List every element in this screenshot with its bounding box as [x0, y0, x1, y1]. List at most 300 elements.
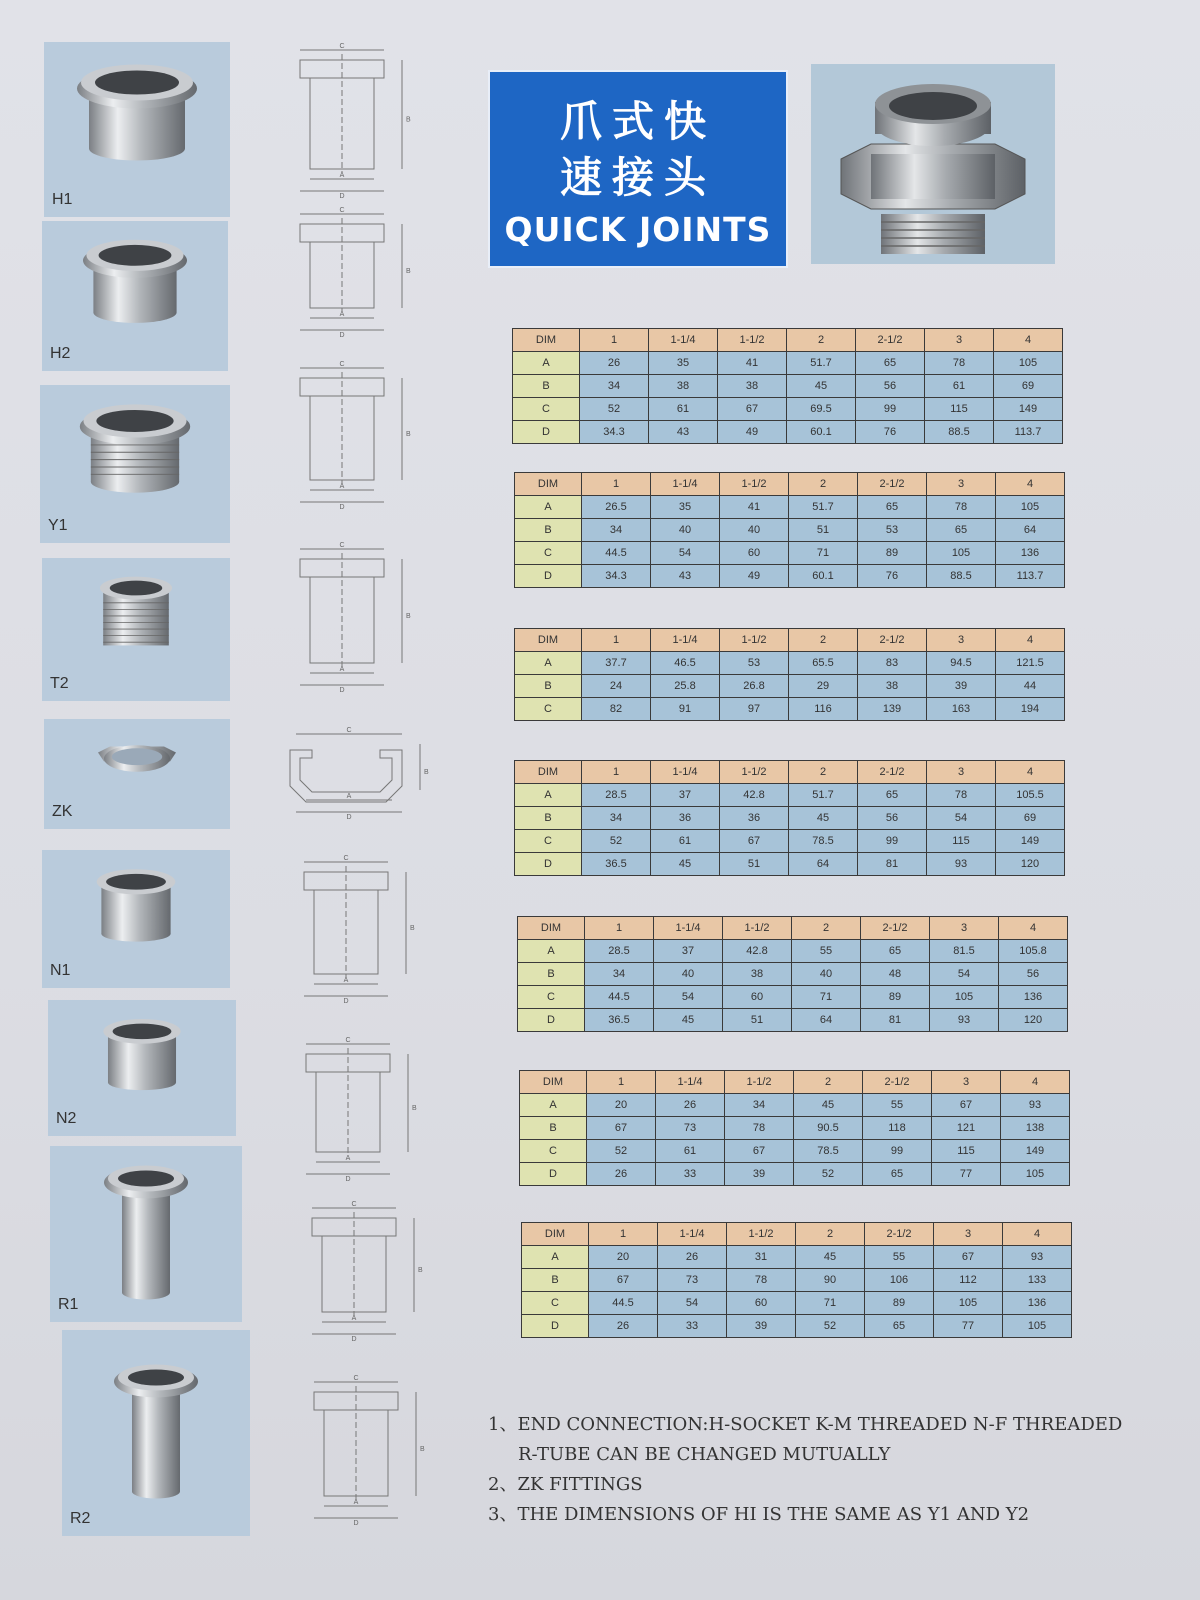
dim-label-b: B [406, 431, 411, 438]
value-cell: 120 [999, 1009, 1068, 1032]
value-cell: 194 [996, 698, 1065, 721]
value-cell: 105.8 [999, 940, 1068, 963]
header-cell: 1-1/4 [654, 917, 723, 940]
header-cell: 2-1/2 [865, 1223, 934, 1246]
value-cell: 54 [658, 1292, 727, 1315]
value-cell: 67 [725, 1140, 794, 1163]
title-english: QUICK JOINTS [504, 210, 772, 249]
dim-label-b: B [410, 925, 415, 932]
row-label-cell: C [518, 986, 585, 1009]
value-cell: 20 [589, 1246, 658, 1269]
value-cell: 71 [796, 1292, 865, 1315]
table-header-row [520, 1071, 1070, 1094]
value-cell: 76 [856, 421, 925, 444]
header-cell: 1-1/4 [651, 473, 720, 496]
value-cell: 38 [649, 375, 718, 398]
product-photo-n1 [42, 850, 230, 988]
header-cell: 1 [587, 1071, 656, 1094]
value-cell: 52 [582, 830, 651, 853]
header-cell: 3 [932, 1071, 1001, 1094]
header-cell: 2 [796, 1223, 865, 1246]
coupling-image [74, 226, 195, 360]
value-cell: 113.7 [994, 421, 1063, 444]
value-cell: 136 [999, 986, 1068, 1009]
value-cell: 39 [725, 1163, 794, 1186]
table-row [522, 1315, 1072, 1338]
table-header-row [515, 473, 1065, 496]
header-cell: 2-1/2 [858, 473, 927, 496]
value-cell: 26 [589, 1315, 658, 1338]
dim-label-b: B [406, 613, 411, 620]
value-cell: 105 [996, 496, 1065, 519]
value-cell: 90.5 [794, 1117, 863, 1140]
dimension-table-1 [512, 328, 1063, 444]
value-cell: 83 [858, 652, 927, 675]
header-cell: 2 [794, 1071, 863, 1094]
product-label: R1 [58, 1296, 79, 1313]
header-cell: 2 [787, 329, 856, 352]
value-cell: 61 [651, 830, 720, 853]
header-cell: 4 [1003, 1223, 1072, 1246]
table-header-row [518, 917, 1068, 940]
value-cell: 73 [658, 1269, 727, 1292]
header-cell: DIM [518, 917, 585, 940]
value-cell: 113.7 [996, 565, 1065, 588]
row-label-cell: B [515, 807, 582, 830]
value-cell: 120 [996, 853, 1065, 876]
value-cell: 28.5 [585, 940, 654, 963]
drawing-y1 [286, 362, 410, 510]
value-cell: 69 [994, 375, 1063, 398]
table-row [515, 496, 1065, 519]
value-cell: 26.5 [582, 496, 651, 519]
coupling-image [88, 1005, 196, 1125]
dim-label-c: C [353, 1375, 359, 1382]
coupling-image [79, 563, 194, 690]
value-cell: 46.5 [651, 652, 720, 675]
value-cell: 44.5 [582, 542, 651, 565]
row-label-cell: B [513, 375, 580, 398]
header-cell: 4 [996, 761, 1065, 784]
value-cell: 64 [789, 853, 858, 876]
value-cell: 94.5 [927, 652, 996, 675]
value-cell: 43 [651, 565, 720, 588]
header-cell: 1-1/2 [718, 329, 787, 352]
dim-label-d: D [339, 687, 345, 694]
header-cell: 3 [925, 329, 994, 352]
header-cell: 2-1/2 [856, 329, 925, 352]
value-cell: 60.1 [787, 421, 856, 444]
header-cell: 4 [996, 629, 1065, 652]
header-cell: 2-1/2 [858, 761, 927, 784]
value-cell: 51 [723, 1009, 792, 1032]
row-label-cell: A [515, 496, 582, 519]
value-cell: 40 [792, 963, 861, 986]
row-label-cell: C [515, 542, 582, 565]
value-cell: 88.5 [925, 421, 994, 444]
row-label-cell: B [522, 1269, 589, 1292]
value-cell: 45 [654, 1009, 723, 1032]
table-row [518, 1009, 1068, 1032]
value-cell: 45 [794, 1094, 863, 1117]
table-row [515, 652, 1065, 675]
row-label-cell: D [518, 1009, 585, 1032]
header-cell: 4 [994, 329, 1063, 352]
header-cell: 4 [999, 917, 1068, 940]
value-cell: 136 [996, 542, 1065, 565]
value-cell: 53 [858, 519, 927, 542]
row-label-cell: C [513, 398, 580, 421]
value-cell: 31 [727, 1246, 796, 1269]
product-label: T2 [50, 675, 69, 692]
header-cell: 3 [927, 761, 996, 784]
table-row [515, 784, 1065, 807]
header-cell: 2 [789, 473, 858, 496]
coupling-image [81, 855, 191, 977]
value-cell: 45 [651, 853, 720, 876]
row-label-cell: A [522, 1246, 589, 1269]
value-cell: 51.7 [789, 496, 858, 519]
value-cell: 82 [582, 698, 651, 721]
row-label-cell: D [515, 565, 582, 588]
value-cell: 34.3 [582, 565, 651, 588]
value-cell: 35 [651, 496, 720, 519]
value-cell: 37 [654, 940, 723, 963]
drawing-r1 [298, 1202, 422, 1342]
dim-label-d: D [345, 1176, 351, 1183]
value-cell: 90 [796, 1269, 865, 1292]
product-photo-h1 [44, 42, 230, 217]
value-cell: 44.5 [585, 986, 654, 1009]
table-row [515, 807, 1065, 830]
coupling-image [86, 1351, 226, 1506]
value-cell: 42.8 [720, 784, 789, 807]
value-cell: 88.5 [927, 565, 996, 588]
row-label-cell: D [522, 1315, 589, 1338]
value-cell: 56 [856, 375, 925, 398]
value-cell: 34 [585, 963, 654, 986]
value-cell: 149 [1001, 1140, 1070, 1163]
value-cell: 138 [1001, 1117, 1070, 1140]
value-cell: 20 [587, 1094, 656, 1117]
value-cell: 43 [649, 421, 718, 444]
header-cell: DIM [513, 329, 580, 352]
value-cell: 121 [932, 1117, 1001, 1140]
note-3: 3、THE DIMENSIONS OF HI IS THE SAME AS Y1 AND Y2 [488, 1504, 1030, 1525]
product-label: N1 [50, 962, 71, 979]
value-cell: 67 [589, 1269, 658, 1292]
row-label-cell: B [515, 519, 582, 542]
value-cell: 78 [727, 1269, 796, 1292]
coupling-image [76, 1153, 216, 1308]
dimension-table-4 [514, 760, 1065, 876]
header-cell: 1 [582, 629, 651, 652]
row-label-cell: A [518, 940, 585, 963]
drawing-n1 [290, 856, 414, 1004]
row-label-cell: D [515, 853, 582, 876]
dim-label-b: B [406, 268, 411, 275]
value-cell: 71 [792, 986, 861, 1009]
value-cell: 33 [658, 1315, 727, 1338]
value-cell: 149 [996, 830, 1065, 853]
dim-label-a: A [339, 311, 345, 318]
product-photo-y1 [40, 385, 230, 543]
dim-label-a: A [339, 172, 345, 179]
product-photo-h2 [42, 221, 228, 371]
drawing-n2 [292, 1038, 416, 1182]
value-cell: 26 [580, 352, 649, 375]
dimension-table-2 [514, 472, 1065, 588]
value-cell: 77 [934, 1315, 1003, 1338]
header-cell: 1-1/2 [727, 1223, 796, 1246]
product-photo-r2 [62, 1330, 250, 1536]
value-cell: 56 [999, 963, 1068, 986]
table-row [518, 940, 1068, 963]
value-cell: 52 [794, 1163, 863, 1186]
value-cell: 40 [651, 519, 720, 542]
dimension-table-6 [519, 1070, 1070, 1186]
value-cell: 91 [651, 698, 720, 721]
coupling-image [811, 64, 1055, 264]
product-photo-zk [44, 719, 230, 829]
header-cell: 1 [589, 1223, 658, 1246]
table-row [520, 1117, 1070, 1140]
header-cell: 1-1/2 [720, 629, 789, 652]
drawing-h2 [286, 208, 410, 338]
value-cell: 36.5 [585, 1009, 654, 1032]
value-cell: 78.5 [789, 830, 858, 853]
header-cell: 1-1/2 [720, 473, 789, 496]
dim-label-b: B [424, 769, 429, 776]
value-cell: 69 [996, 807, 1065, 830]
value-cell: 34 [725, 1094, 794, 1117]
value-cell: 36 [651, 807, 720, 830]
header-cell: 1-1/4 [651, 761, 720, 784]
value-cell: 139 [858, 698, 927, 721]
value-cell: 34.3 [580, 421, 649, 444]
dim-label-b: B [420, 1446, 425, 1453]
value-cell: 38 [858, 675, 927, 698]
dim-label-b: B [418, 1267, 423, 1274]
product-label: ZK [52, 803, 73, 820]
dim-label-d: D [351, 1336, 357, 1343]
value-cell: 44.5 [589, 1292, 658, 1315]
dim-label-c: C [346, 727, 352, 734]
value-cell: 49 [718, 421, 787, 444]
row-label-cell: A [515, 652, 582, 675]
value-cell: 93 [1001, 1094, 1070, 1117]
header-cell: 2 [789, 761, 858, 784]
value-cell: 115 [925, 398, 994, 421]
drawing-r2 [300, 1376, 424, 1526]
value-cell: 37 [651, 784, 720, 807]
title-banner [488, 70, 788, 268]
value-cell: 65 [861, 940, 930, 963]
notes-section [488, 1410, 1122, 1530]
row-label-cell: C [520, 1140, 587, 1163]
value-cell: 136 [1003, 1292, 1072, 1315]
value-cell: 65 [863, 1163, 932, 1186]
value-cell: 45 [796, 1246, 865, 1269]
dim-label-c: C [351, 1201, 357, 1208]
value-cell: 54 [654, 986, 723, 1009]
value-cell: 81 [861, 1009, 930, 1032]
value-cell: 121.5 [996, 652, 1065, 675]
value-cell: 77 [932, 1163, 1001, 1186]
value-cell: 97 [720, 698, 789, 721]
value-cell: 99 [863, 1140, 932, 1163]
dim-label-d: D [346, 814, 352, 821]
value-cell: 105 [994, 352, 1063, 375]
value-cell: 89 [858, 542, 927, 565]
table-row [522, 1292, 1072, 1315]
value-cell: 93 [927, 853, 996, 876]
value-cell: 45 [787, 375, 856, 398]
dim-label-a: A [339, 483, 345, 490]
table-header-row [515, 629, 1065, 652]
table-header-row [522, 1223, 1072, 1246]
table-row [520, 1094, 1070, 1117]
dim-label-c: C [339, 43, 345, 50]
value-cell: 67 [932, 1094, 1001, 1117]
value-cell: 99 [858, 830, 927, 853]
table-row [513, 375, 1063, 398]
value-cell: 60 [720, 542, 789, 565]
coupling-image [67, 49, 207, 204]
value-cell: 34 [582, 807, 651, 830]
value-cell: 105 [1003, 1315, 1072, 1338]
row-label-cell: C [522, 1292, 589, 1315]
value-cell: 44 [996, 675, 1065, 698]
value-cell: 149 [994, 398, 1063, 421]
value-cell: 73 [656, 1117, 725, 1140]
dimension-table-7 [521, 1222, 1072, 1338]
note-1-continued: R-TUBE CAN BE CHANGED MUTUALLY [518, 1444, 891, 1465]
value-cell: 105 [930, 986, 999, 1009]
header-cell: 1-1/4 [651, 629, 720, 652]
value-cell: 29 [789, 675, 858, 698]
value-cell: 78 [925, 352, 994, 375]
value-cell: 65 [927, 519, 996, 542]
row-label-cell: A [515, 784, 582, 807]
drawing-h1 [286, 44, 410, 199]
value-cell: 25.8 [651, 675, 720, 698]
value-cell: 60 [727, 1292, 796, 1315]
value-cell: 105 [927, 542, 996, 565]
value-cell: 36.5 [582, 853, 651, 876]
value-cell: 39 [927, 675, 996, 698]
row-label-cell: D [513, 421, 580, 444]
value-cell: 78 [725, 1117, 794, 1140]
value-cell: 64 [792, 1009, 861, 1032]
value-cell: 34 [580, 375, 649, 398]
header-cell: DIM [522, 1223, 589, 1246]
table-row [518, 963, 1068, 986]
table-row [515, 675, 1065, 698]
header-cell: DIM [520, 1071, 587, 1094]
dim-label-a: A [351, 1315, 357, 1322]
table-row [515, 519, 1065, 542]
value-cell: 38 [718, 375, 787, 398]
value-cell: 51.7 [787, 352, 856, 375]
header-cell: 2 [792, 917, 861, 940]
value-cell: 53 [720, 652, 789, 675]
dim-label-d: D [343, 998, 349, 1005]
dimension-table-3 [514, 628, 1065, 721]
table-row [515, 853, 1065, 876]
table-row [515, 830, 1065, 853]
value-cell: 78 [927, 496, 996, 519]
table-row [518, 986, 1068, 1009]
value-cell: 48 [861, 963, 930, 986]
dim-label-a: A [346, 793, 352, 800]
value-cell: 64 [996, 519, 1065, 542]
value-cell: 89 [861, 986, 930, 1009]
product-photo-r1 [50, 1146, 242, 1322]
product-photo-n2 [48, 1000, 236, 1136]
header-cell: 1 [585, 917, 654, 940]
value-cell: 71 [789, 542, 858, 565]
value-cell: 115 [932, 1140, 1001, 1163]
table-row [515, 565, 1065, 588]
value-cell: 67 [934, 1246, 1003, 1269]
value-cell: 38 [723, 963, 792, 986]
product-label: H1 [52, 191, 73, 208]
value-cell: 89 [865, 1292, 934, 1315]
value-cell: 33 [656, 1163, 725, 1186]
dim-label-b: B [406, 116, 411, 124]
header-cell: 2 [789, 629, 858, 652]
value-cell: 49 [720, 565, 789, 588]
header-cell: 1-1/2 [720, 761, 789, 784]
value-cell: 65 [865, 1315, 934, 1338]
dim-label-d: D [353, 1520, 359, 1527]
table-row [520, 1140, 1070, 1163]
value-cell: 26 [656, 1094, 725, 1117]
table-row [513, 352, 1063, 375]
value-cell: 65.5 [789, 652, 858, 675]
value-cell: 55 [863, 1094, 932, 1117]
table-row [515, 542, 1065, 565]
value-cell: 65 [856, 352, 925, 375]
value-cell: 106 [865, 1269, 934, 1292]
value-cell: 69.5 [787, 398, 856, 421]
header-cell: 4 [996, 473, 1065, 496]
value-cell: 115 [927, 830, 996, 853]
value-cell: 28.5 [582, 784, 651, 807]
dim-label-c: C [345, 1037, 351, 1044]
value-cell: 52 [587, 1140, 656, 1163]
header-cell: DIM [515, 473, 582, 496]
value-cell: 76 [858, 565, 927, 588]
value-cell: 54 [927, 807, 996, 830]
value-cell: 26.8 [720, 675, 789, 698]
dim-label-d: D [339, 193, 345, 200]
value-cell: 42.8 [723, 940, 792, 963]
table-row [522, 1269, 1072, 1292]
value-cell: 60 [723, 986, 792, 1009]
note-1: 1、END CONNECTION:H-SOCKET K-M THREADED N-F THREADED [488, 1414, 1123, 1435]
value-cell: 67 [587, 1117, 656, 1140]
hero-product-photo [811, 64, 1055, 264]
value-cell: 54 [651, 542, 720, 565]
header-cell: 3 [927, 473, 996, 496]
dim-label-c: C [343, 855, 349, 862]
header-cell: 3 [934, 1223, 1003, 1246]
value-cell: 60.1 [789, 565, 858, 588]
header-cell: 1 [582, 473, 651, 496]
value-cell: 24 [582, 675, 651, 698]
